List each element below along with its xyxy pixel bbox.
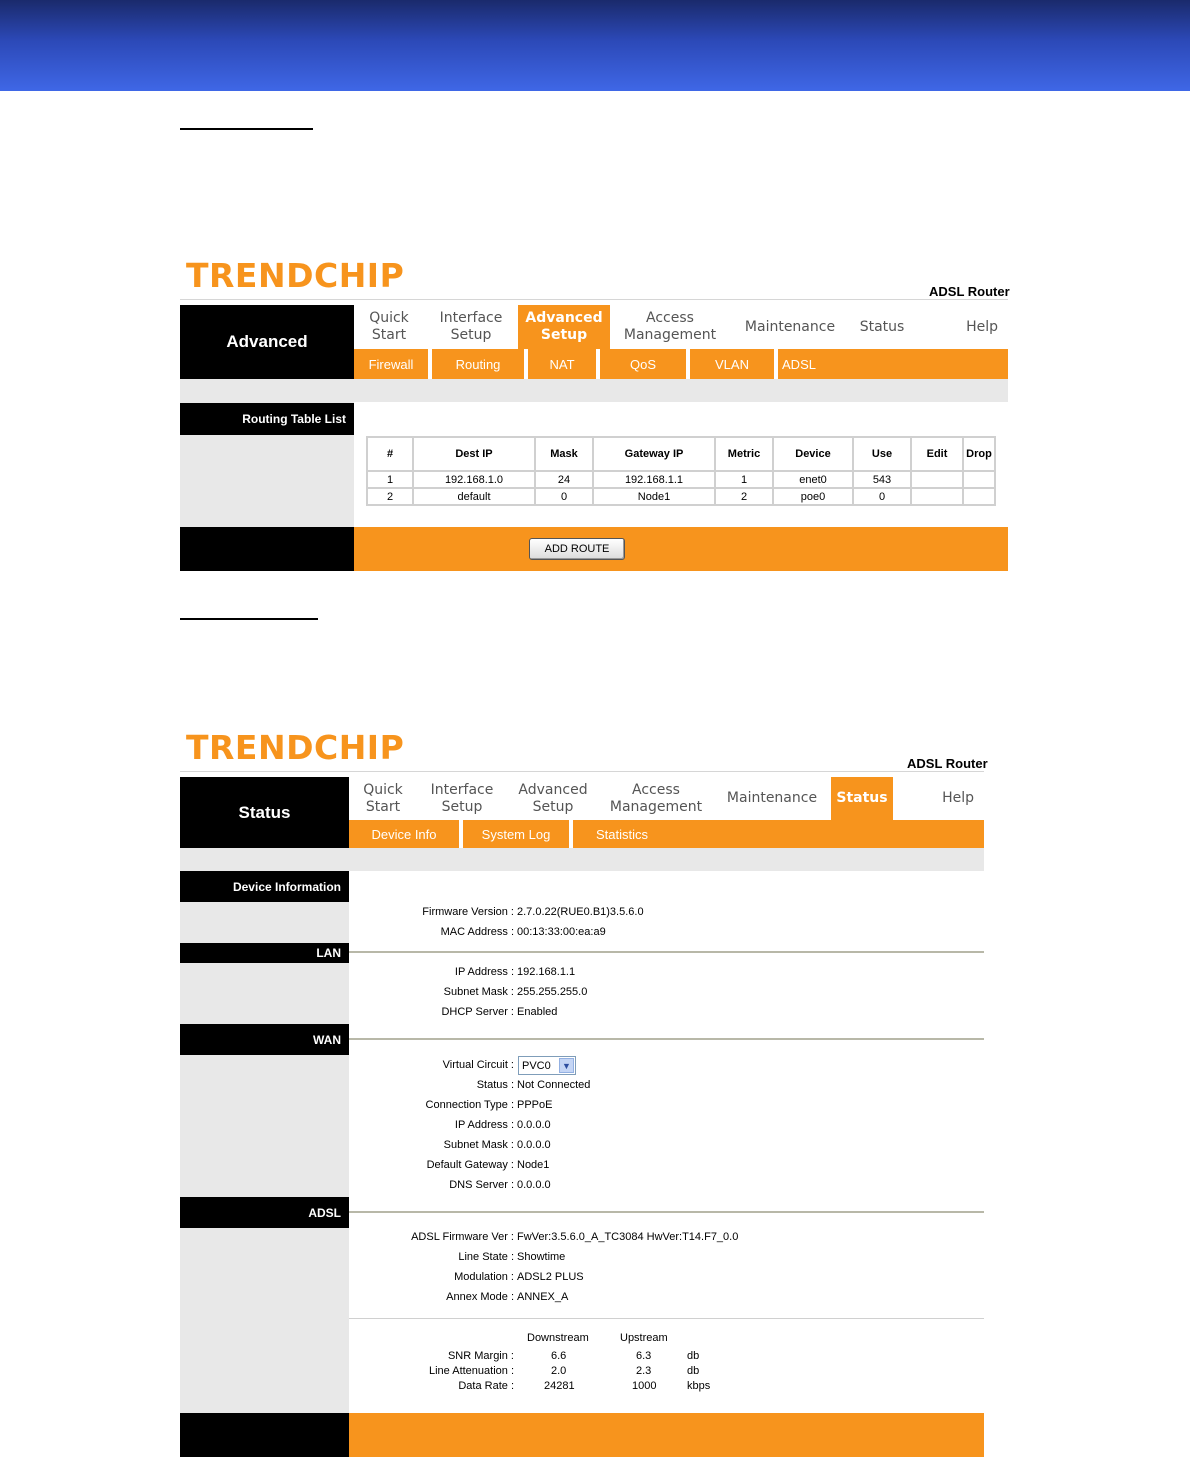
submenu-routing[interactable]: Routing bbox=[455, 356, 501, 372]
submenu-system-log[interactable]: System Log bbox=[481, 826, 551, 842]
dhcp-server-value: Enabled bbox=[517, 1006, 558, 1018]
section-label-adsl: ADSL bbox=[180, 1197, 349, 1228]
rate-unit: kbps bbox=[687, 1380, 711, 1392]
submenu-statistics[interactable]: Statistics bbox=[595, 826, 648, 842]
menu-status[interactable]: Status bbox=[859, 318, 905, 335]
downstream-header: Downstream bbox=[527, 1332, 589, 1344]
spacer-bar bbox=[180, 848, 984, 871]
menu-maintenance[interactable]: Maintenance bbox=[744, 318, 836, 335]
col-header: Device bbox=[773, 437, 853, 471]
line-state-value: Showtime bbox=[517, 1251, 566, 1263]
sub-menu bbox=[354, 349, 1008, 379]
wan-mask-value: 0.0.0.0 bbox=[517, 1139, 551, 1151]
submenu-qos[interactable]: QoS bbox=[629, 356, 656, 372]
menu-maintenance[interactable]: Maintenance bbox=[726, 790, 818, 806]
footer-bar bbox=[349, 1413, 984, 1457]
col-header: Mask bbox=[535, 437, 593, 471]
table-cell: Node1 bbox=[593, 488, 715, 505]
section-label-device-information: Device Information bbox=[180, 871, 349, 902]
wan-status-value: Not Connected bbox=[517, 1079, 591, 1091]
table-cell-drop[interactable] bbox=[963, 471, 995, 488]
adsl-firmware-value: FwVer:3.5.6.0_A_TC3084 HwVer:T14.F7_0.0 bbox=[517, 1231, 739, 1243]
submenu-firewall[interactable]: Firewall bbox=[368, 356, 414, 372]
table-cell: poe0 bbox=[773, 488, 853, 505]
table-cell: 543 bbox=[853, 471, 911, 488]
heading-underline bbox=[180, 618, 318, 620]
table-cell: 24 bbox=[535, 471, 593, 488]
section-divider bbox=[349, 1211, 984, 1213]
table-cell: 0 bbox=[535, 488, 593, 505]
product-name: ADSL Router bbox=[907, 756, 988, 771]
menu-quick-start[interactable]: Quick Start bbox=[363, 781, 403, 815]
virtual-circuit-selected: PVC0 bbox=[522, 1059, 551, 1072]
add-route-button[interactable]: ADD ROUTE bbox=[529, 538, 625, 560]
chevron-down-icon[interactable]: ▼ bbox=[559, 1058, 574, 1073]
rate-up-value: 1000 bbox=[632, 1380, 657, 1392]
trendchip-logo: TRENDCHIP bbox=[186, 256, 405, 295]
col-header: Use bbox=[853, 437, 911, 471]
table-header-row bbox=[367, 437, 995, 471]
col-header: # bbox=[367, 437, 413, 471]
snr-down-value: 6.6 bbox=[551, 1350, 567, 1362]
table-cell-edit[interactable] bbox=[911, 471, 963, 488]
submenu-vlan[interactable]: VLAN bbox=[715, 356, 749, 372]
col-header: Edit bbox=[911, 437, 963, 471]
product-name: ADSL Router bbox=[929, 284, 1010, 299]
att-down-value: 2.0 bbox=[551, 1365, 567, 1377]
table-row bbox=[367, 488, 995, 505]
menu-interface-setup[interactable]: Interface Setup bbox=[439, 310, 503, 343]
page-title: Advanced bbox=[180, 305, 354, 379]
menu-help[interactable]: Help bbox=[942, 790, 974, 806]
menu-status[interactable]: Status bbox=[831, 777, 893, 820]
table-cell: 192.168.1.1 bbox=[593, 471, 715, 488]
table-cell: enet0 bbox=[773, 471, 853, 488]
footer-bar bbox=[354, 527, 1008, 571]
att-up-value: 2.3 bbox=[636, 1365, 652, 1377]
page-title: Status bbox=[180, 777, 349, 848]
table-cell: 1 bbox=[715, 471, 773, 488]
submenu-nat[interactable]: NAT bbox=[549, 356, 575, 372]
section-label-wan: WAN bbox=[180, 1024, 349, 1055]
table-row bbox=[367, 471, 995, 488]
col-header: Dest IP bbox=[413, 437, 535, 471]
col-header: Drop bbox=[963, 437, 995, 471]
table-cell-edit[interactable] bbox=[911, 488, 963, 505]
att-unit: db bbox=[687, 1365, 700, 1377]
trendchip-logo: TRENDCHIP bbox=[186, 728, 405, 767]
dns-server-value: 0.0.0.0 bbox=[517, 1179, 551, 1191]
rate-down-value: 24281 bbox=[544, 1380, 575, 1392]
main-menu bbox=[354, 305, 1008, 349]
main-menu bbox=[349, 777, 984, 820]
menu-advanced-setup[interactable]: Advanced Setup bbox=[518, 781, 588, 815]
table-cell: default bbox=[413, 488, 535, 505]
table-cell: 2 bbox=[367, 488, 413, 505]
menu-help[interactable]: Help bbox=[966, 318, 998, 335]
lan-mask-value: 255.255.255.0 bbox=[517, 986, 588, 998]
menu-access-management[interactable]: Access Management bbox=[623, 310, 717, 343]
submenu-adsl[interactable]: ADSL bbox=[782, 356, 816, 372]
lan-ip-value: 192.168.1.1 bbox=[517, 966, 576, 978]
modulation-value: ADSL2 PLUS bbox=[517, 1271, 584, 1283]
heading-underline bbox=[180, 128, 313, 130]
virtual-circuit-select[interactable] bbox=[518, 1056, 576, 1075]
default-gateway-value: Node1 bbox=[517, 1159, 550, 1171]
sub-menu bbox=[349, 820, 984, 848]
section-divider bbox=[349, 1038, 984, 1040]
wan-ip-value: 0.0.0.0 bbox=[517, 1119, 551, 1131]
spacer-bar bbox=[180, 379, 1008, 402]
section-label-routing-table: Routing Table List bbox=[180, 403, 354, 435]
upstream-header: Upstream bbox=[620, 1332, 668, 1344]
section-label-lan: LAN bbox=[180, 943, 349, 963]
firmware-version-value: 2.7.0.22(RUE0.B1)3.5.6.0 bbox=[517, 906, 644, 918]
footer-left-block bbox=[180, 527, 354, 571]
footer-left-block bbox=[180, 1413, 349, 1457]
header-divider bbox=[180, 299, 1008, 300]
table-cell-drop[interactable] bbox=[963, 488, 995, 505]
snr-up-value: 6.3 bbox=[636, 1350, 652, 1362]
menu-advanced-setup[interactable]: Advanced Setup bbox=[518, 305, 610, 349]
page-header-banner bbox=[0, 0, 1190, 91]
snr-unit: db bbox=[687, 1350, 700, 1362]
routing-table bbox=[366, 436, 996, 506]
section-divider bbox=[349, 1318, 984, 1319]
submenu-device-info[interactable]: Device Info bbox=[371, 826, 437, 842]
menu-interface-setup[interactable]: Interface Setup bbox=[430, 781, 494, 815]
connection-type-value: PPPoE bbox=[517, 1099, 553, 1111]
menu-access-management[interactable]: Access Management bbox=[609, 781, 703, 815]
table-cell: 0 bbox=[853, 488, 911, 505]
table-cell: 192.168.1.0 bbox=[413, 471, 535, 488]
col-header: Metric bbox=[715, 437, 773, 471]
col-header: Gateway IP bbox=[593, 437, 715, 471]
section-divider bbox=[349, 951, 984, 953]
table-cell: 2 bbox=[715, 488, 773, 505]
menu-quick-start[interactable]: Quick Start bbox=[369, 310, 409, 343]
annex-mode-value: ANNEX_A bbox=[517, 1291, 569, 1303]
header-divider bbox=[180, 771, 984, 772]
table-cell: 1 bbox=[367, 471, 413, 488]
mac-address-value: 00:13:33:00:ea:a9 bbox=[517, 926, 606, 938]
